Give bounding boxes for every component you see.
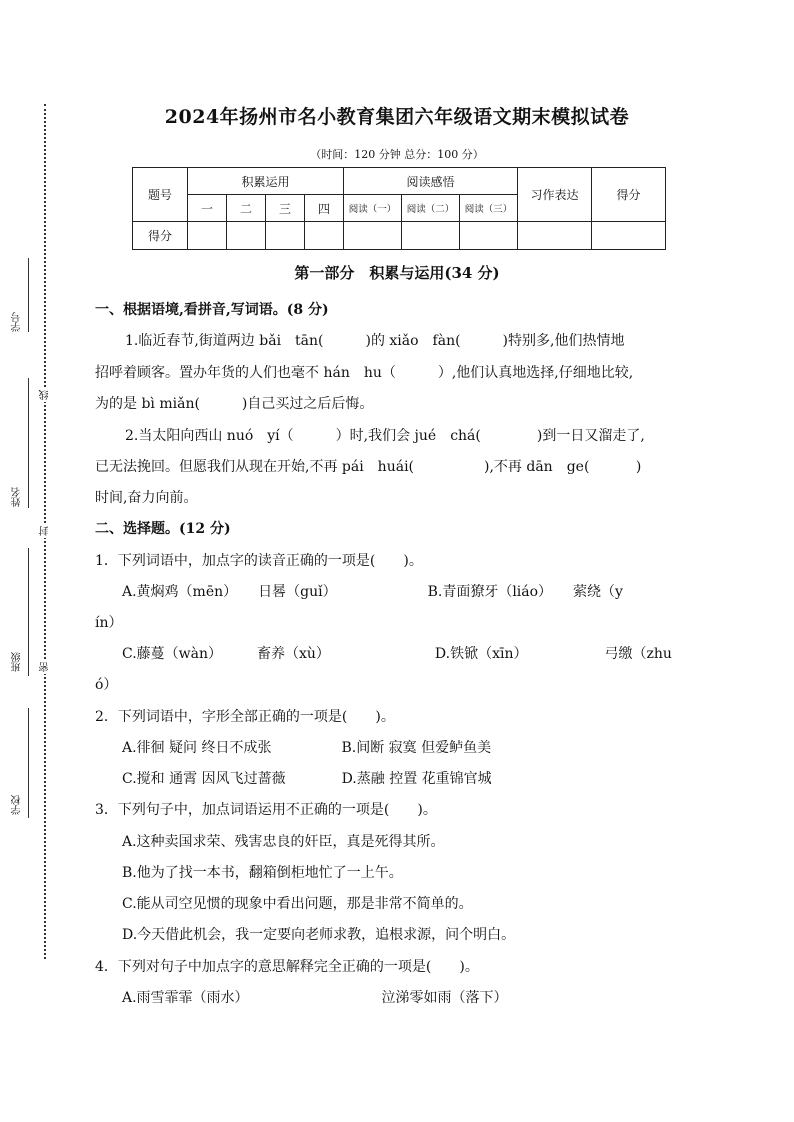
section1-line: 时间,奋力向前。 — [95, 490, 198, 506]
score-cell[interactable] — [460, 222, 518, 250]
option-row: C.藤蔓（wàn） 畜养（xù） D.铁锨（xīn） 弓缴（zhu — [122, 646, 672, 662]
question-4: 4．下列对句子中加点字的意思解释完全正确的一项是( )。 — [95, 959, 479, 975]
option-row: C.能从司空见惯的现象中看出问题，那是非常不简单的。 — [122, 896, 473, 912]
exam-subtitle: （时间：120 分钟 总分：100 分） — [310, 148, 484, 161]
school-label: 学校 — [12, 795, 23, 815]
section1-heading: 一、根据语境,看拼音,写词语。(8 分) — [95, 302, 329, 318]
part1-title: 第一部分 积累与运用(34 分) — [294, 264, 500, 282]
seal-mark: 封 — [40, 526, 51, 536]
table-header-writing: 习作表达 — [518, 168, 592, 222]
option-row: A.这种卖国求荣、残害忠良的奸臣，真是死得其所。 — [122, 834, 445, 850]
table-sub-reading-3: 阅读（三） — [460, 195, 518, 222]
option-wrap: ó） — [95, 677, 118, 693]
option-row: A.徘徊 疑问 终日不成张 B.间断 寂寞 但爱鲈鱼美 — [122, 740, 492, 756]
table-header-question: 题号 — [133, 168, 188, 222]
option-row: D.今天借此机会，我一定要向老师求教，追根求源，问个明白。 — [122, 927, 516, 943]
table-sub-2: 二 — [227, 195, 266, 222]
class-label: 班级 — [12, 652, 23, 672]
section1-line: 招呼着顾客。置办年货的人们也毫不 hán hu（ ）,他们认真地选择,仔细地比较, — [95, 365, 634, 381]
section1-line: 1.临近春节,街道两边 bǎi tān( )的 xiǎo fàn( )特别多,他们热情地 — [125, 333, 625, 349]
table-sub-1: 一 — [188, 195, 227, 222]
table-sub-reading-1: 阅读（一） — [344, 195, 402, 222]
question-2: 2．下列词语中，字形全部正确的一项是( )。 — [95, 709, 395, 725]
table-score-label: 得分 — [133, 222, 188, 250]
student-id-label: 学号 — [12, 312, 23, 332]
question-3: 3．下列句子中，加点词语运用不正确的一项是( )。 — [95, 802, 437, 818]
section1-line: 为的是 bì miǎn( )自己买过之后后悔。 — [95, 396, 374, 412]
score-cell[interactable] — [266, 222, 305, 250]
option-row: B.他为了找一本书，翻箱倒柜地忙了一上午。 — [122, 865, 403, 881]
score-cell[interactable] — [227, 222, 266, 250]
name-blank[interactable] — [28, 378, 29, 508]
score-cell[interactable] — [402, 222, 460, 250]
option-row: C.搅和 通霄 因风飞过蔷薇 D.蒸融 控置 花重锦官城 — [122, 771, 492, 787]
secret-mark: 密 — [40, 662, 51, 672]
section1-line: 已无法挽回。但愿我们从现在开始,不再 pái huái( ),不再 dān ge( ) — [95, 459, 642, 475]
score-cell[interactable] — [305, 222, 344, 250]
exam-title: 2024年扬州市名小教育集团六年级语文期末模拟试卷 — [164, 106, 630, 128]
score-cell[interactable] — [518, 222, 592, 250]
score-table — [132, 167, 666, 250]
section1-line: 2.当太阳向西山 nuó yí（ ）时,我们会 jué chá( )到一日又溜走了, — [125, 428, 645, 444]
table-header-total: 得分 — [592, 168, 666, 222]
name-label: 姓名 — [12, 487, 23, 507]
score-cell[interactable] — [592, 222, 666, 250]
section2-heading: 二、选择题。(12 分) — [95, 521, 231, 537]
table-sub-3: 三 — [266, 195, 305, 222]
option-wrap: ín） — [95, 615, 123, 631]
score-cell[interactable] — [188, 222, 227, 250]
cut-line-mark: 线 — [40, 390, 51, 400]
score-cell[interactable] — [344, 222, 402, 250]
question-1: 1．下列词语中，加点字的读音正确的一项是( )。 — [95, 553, 423, 569]
school-blank[interactable] — [28, 708, 29, 818]
table-header-reading: 阅读感悟 — [344, 168, 518, 195]
option-row: A.黄焖鸡（mēn） 日晷（guǐ） B.青面獠牙（liáo） 萦绕（y — [122, 584, 623, 600]
class-blank[interactable] — [28, 548, 29, 676]
option-row: A.雨雪霏霏（雨水） 泣涕零如雨（落下） — [122, 990, 508, 1006]
table-sub-4: 四 — [305, 195, 344, 222]
table-sub-reading-2: 阅读（二） — [402, 195, 460, 222]
table-header-accumulation: 积累运用 — [188, 168, 344, 195]
